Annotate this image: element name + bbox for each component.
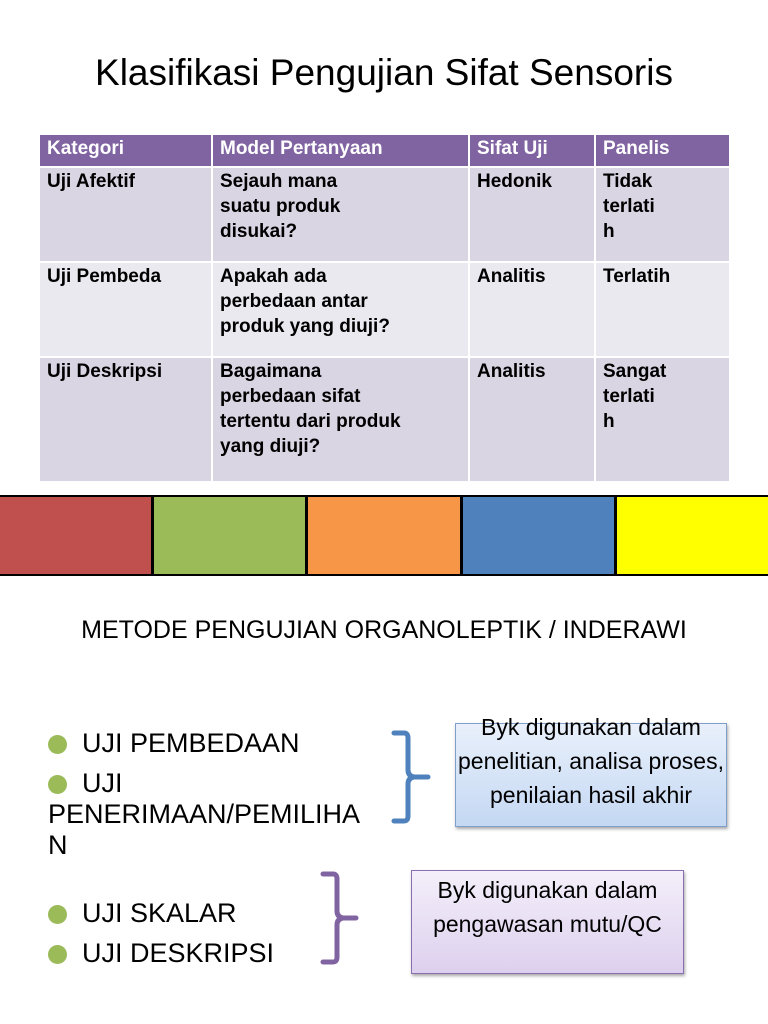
cell-panelis: Tidak terlati h [595,167,730,262]
swatch-red [0,497,154,574]
list-item [48,768,418,861]
bullet-label: UJI PEMBEDAAN [82,728,300,758]
method-list [48,728,418,978]
list-item [48,938,418,969]
header-panelis: Panelis [595,134,730,167]
bullet-dot-icon [48,945,67,964]
cell-model: Bagaimana perbedaan sifat tertentu dari produk yang diuji? [212,357,469,482]
list-item [48,898,418,929]
header-sifat-uji: Sifat Uji [469,134,595,167]
cell-model: Apakah ada perbedaan antar produk yang diuji? [212,262,469,357]
swatch-green [154,497,308,574]
header-kategori: Kategori [39,134,212,167]
cell-kategori: Uji Pembeda [39,262,212,357]
color-band [0,495,768,576]
section-title: METODE PENGUJIAN ORGANOLEPTIK / INDERAWI [81,616,687,644]
blue-brace-icon [390,730,434,824]
purple-brace-icon [318,870,362,966]
bullet-dot-icon [48,905,67,924]
classification-table [38,133,731,483]
slide-title: Klasifikasi Pengujian Sifat Sensoris [95,52,673,93]
cell-kategori: Uji Deskripsi [39,357,212,482]
note-qc-text: Byk digunakan dalam pengawasan mutu/QC [433,877,662,937]
table-header-row [39,134,730,167]
bullet-dot-icon [48,775,67,794]
cell-sifat: Hedonik [469,167,595,262]
table-row [39,167,730,262]
bullet-dot-icon [48,735,67,754]
swatch-yellow [617,497,768,574]
bullet-label: UJI DESKRIPSI [82,938,275,968]
note-qc [411,870,684,974]
header-model-pertanyaan: Model Pertanyaan [212,134,469,167]
cell-sifat: Analitis [469,357,595,482]
swatch-blue [463,497,617,574]
bullet-label: UJI PENERIMAAN/PEMILIHA N [48,768,361,860]
cell-sifat: Analitis [469,262,595,357]
list-item [48,728,418,759]
cell-model: Sejauh mana suatu produk disukai? [212,167,469,262]
table-row [39,262,730,357]
swatch-orange [308,497,462,574]
cell-kategori: Uji Afektif [39,167,212,262]
table-row [39,357,730,482]
cell-panelis: Sangat terlati h [595,357,730,482]
bullet-label: UJI SKALAR [82,898,237,928]
note-research [455,714,727,827]
cell-panelis: Terlatih [595,262,730,357]
note-research-text: Byk digunakan dalam penelitian, analisa proses, penilaian hasil akhir [458,714,724,808]
